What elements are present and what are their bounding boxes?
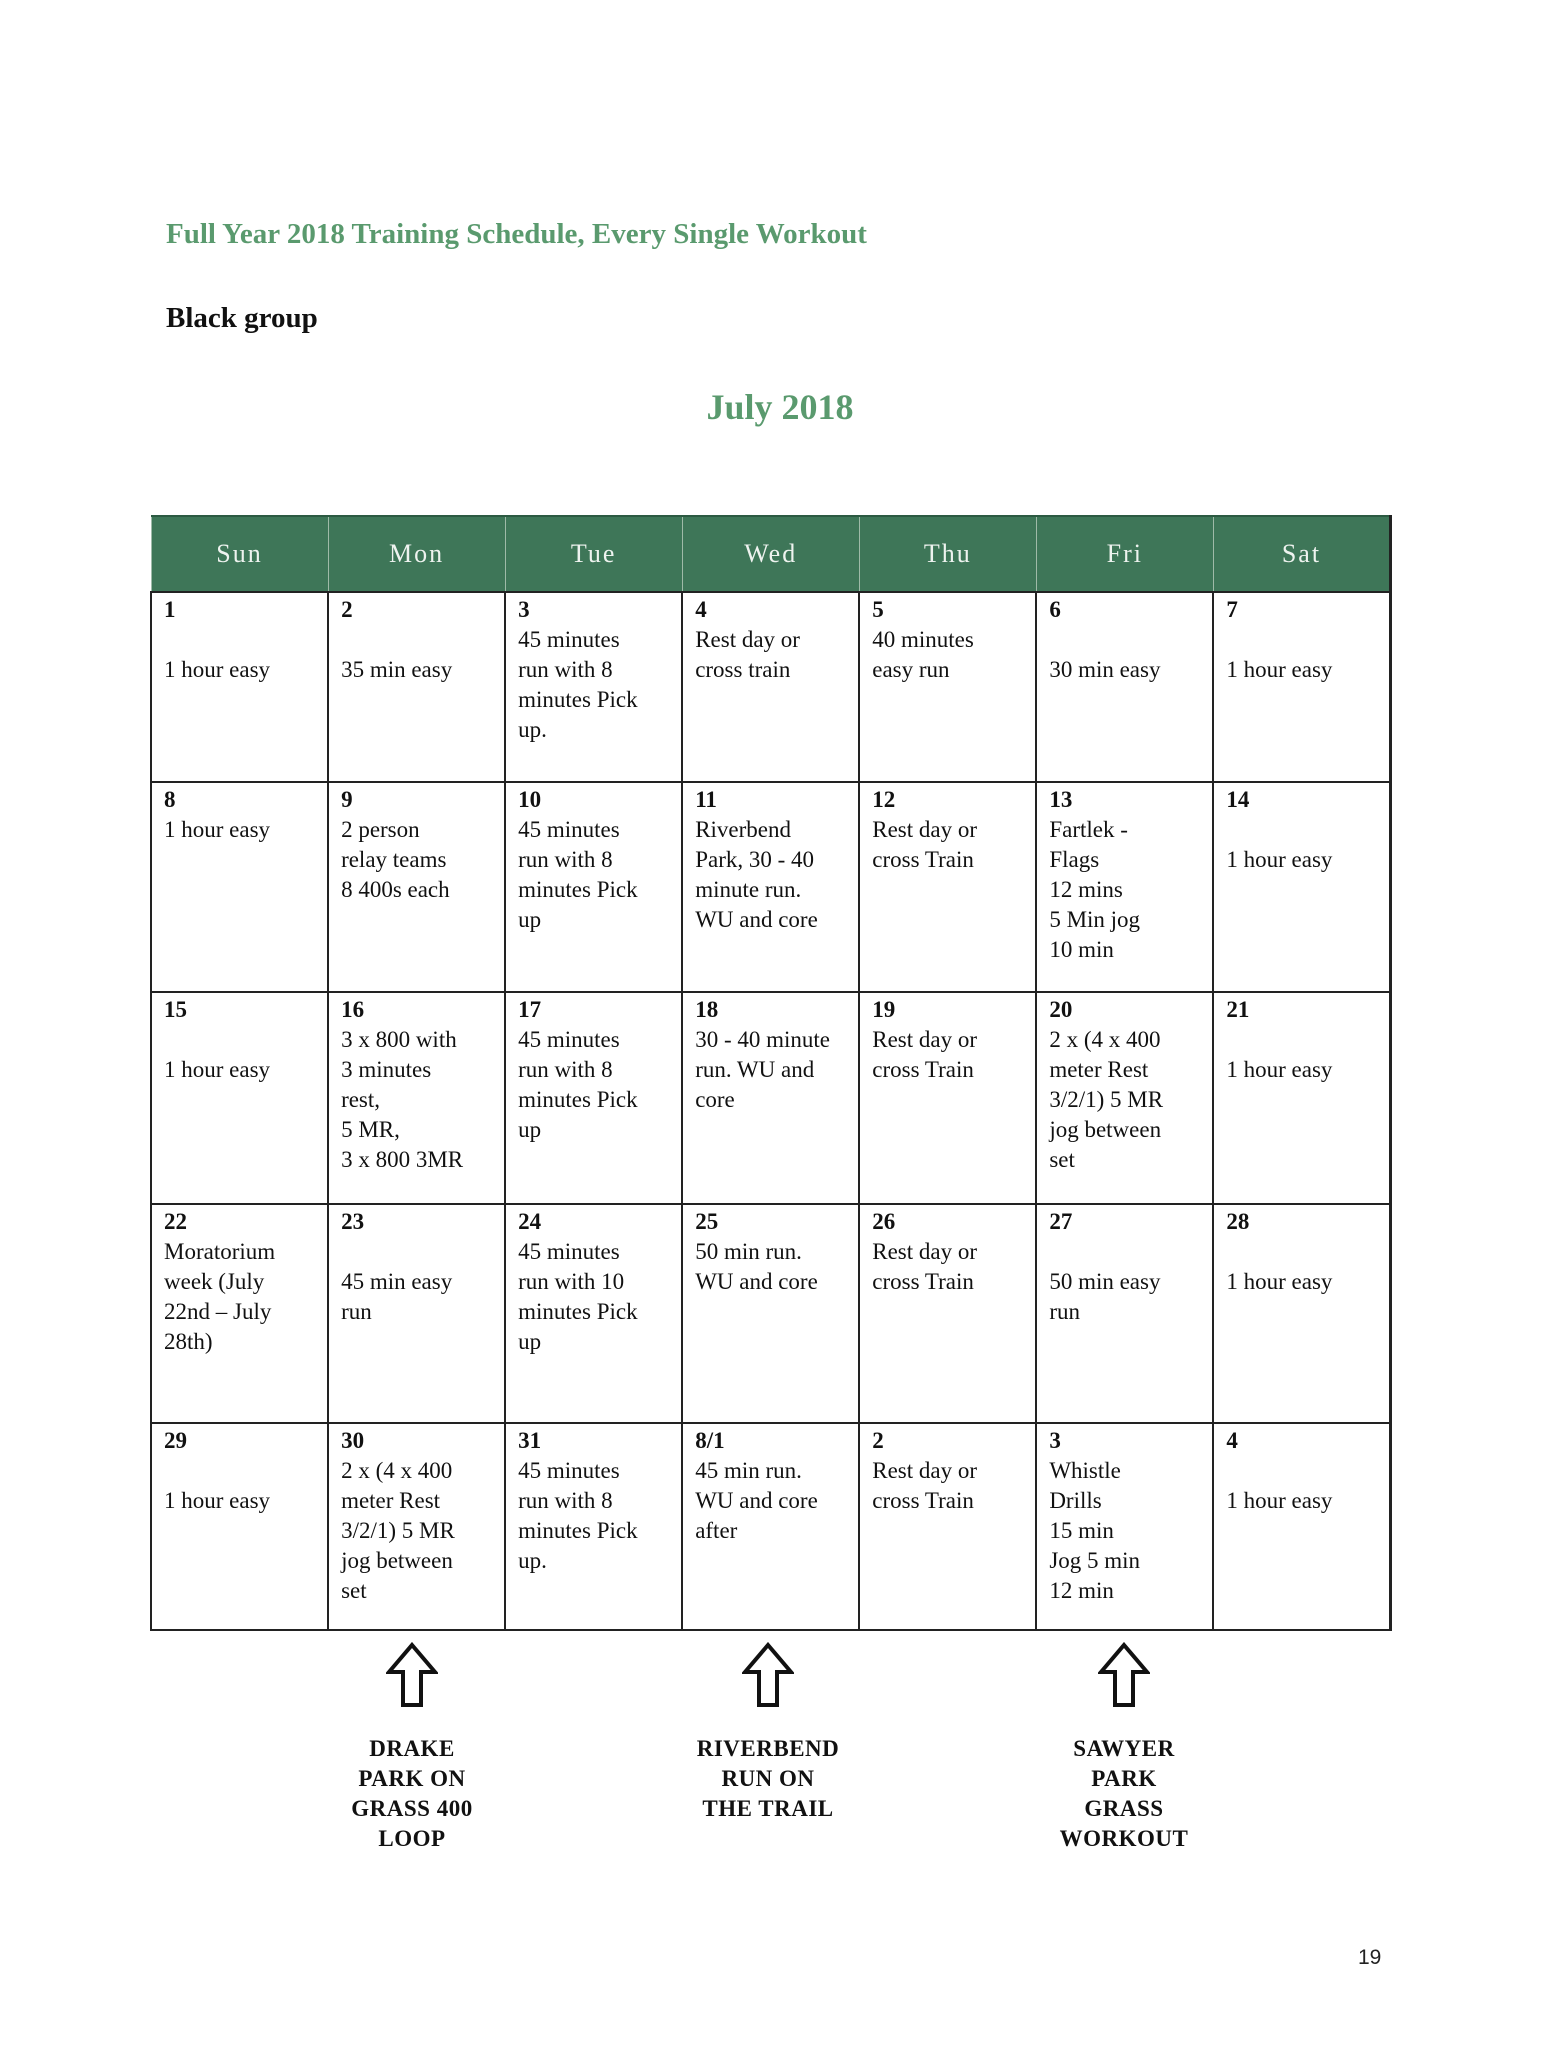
day-number: 4 [695, 597, 707, 622]
day-number: 8/1 [695, 1428, 725, 1453]
workout-description: 1 hour easy [1226, 1488, 1333, 1513]
day-number: 28 [1226, 1209, 1250, 1234]
workout-description: 1 hour easy [1226, 657, 1333, 682]
weekday-header-wed: Wed [682, 516, 859, 592]
calendar-day-cell [859, 1423, 1036, 1630]
workout-description: 2 person relay teams 8 400s each [341, 817, 450, 902]
calendar-day-cell [328, 992, 505, 1204]
location-label: RIVERBEND RUN ON THE TRAIL [696, 1736, 840, 1821]
calendar-day-cell [328, 592, 505, 782]
day-number: 10 [518, 787, 542, 812]
day-number: 7 [1226, 597, 1238, 622]
day-number: 3 [1049, 1428, 1061, 1453]
workout-description: Rest day or cross train [695, 627, 800, 682]
workout-description: 30 min easy [1049, 657, 1161, 682]
calendar-day-cell [151, 592, 328, 782]
calendar-week-row [151, 592, 1391, 782]
workout-description: 45 minutes run with 8 minutes Pick up. [518, 1458, 638, 1573]
calendar-week-row [151, 782, 1391, 992]
weekday-header-tue: Tue [505, 516, 682, 592]
calendar-day-cell [1036, 992, 1213, 1204]
up-arrow-icon [1098, 1642, 1150, 1708]
day-number: 2 [341, 597, 353, 622]
location-label: SAWYER PARK GRASS WORKOUT [1059, 1736, 1189, 1851]
location-riverbend [658, 1642, 878, 1824]
weekday-header-sat: Sat [1213, 516, 1390, 592]
workout-description: 35 min easy [341, 657, 453, 682]
workout-description: Rest day or cross Train [872, 1239, 978, 1294]
day-number: 14 [1226, 787, 1250, 812]
workout-description: Rest day or cross Train [872, 817, 978, 872]
calendar-day-cell [682, 992, 859, 1204]
month-title: July 2018 [706, 387, 854, 427]
workout-description: 2 x (4 x 400 meter Rest 3/2/1) 5 MR jog between set [341, 1458, 455, 1603]
calendar-day-cell [859, 782, 1036, 992]
workout-description: 1 hour easy [164, 1488, 271, 1513]
day-number: 22 [164, 1209, 187, 1234]
day-number: 20 [1049, 997, 1073, 1022]
workout-description: 45 min run. WU and core after [695, 1458, 818, 1543]
workout-description: Riverbend Park, 30 - 40 minute run. WU and core [695, 817, 818, 932]
workout-description: 1 hour easy [1226, 1057, 1333, 1082]
day-number: 16 [341, 997, 365, 1022]
calendar-week-row [151, 1423, 1391, 1630]
calendar-day-cell [328, 1423, 505, 1630]
calendar-day-cell [859, 992, 1036, 1204]
day-number: 12 [872, 787, 896, 812]
weekday-header-thu: Thu [859, 516, 1036, 592]
up-arrow-icon [742, 1642, 794, 1708]
workout-description: 45 minutes run with 8 minutes Pick up [518, 817, 638, 932]
workout-description: Moratorium week (July 22nd – July 28th) [164, 1239, 276, 1354]
workout-description: 1 hour easy [164, 657, 271, 682]
day-number: 13 [1049, 787, 1073, 812]
workout-description: 2 x (4 x 400 meter Rest 3/2/1) 5 MR jog between set [1049, 1027, 1164, 1172]
group-label: Black group [166, 302, 318, 334]
calendar-day-cell [859, 592, 1036, 782]
page-number: 19 [1358, 1946, 1382, 1969]
day-number: 17 [518, 997, 542, 1022]
calendar-day-cell [328, 782, 505, 992]
day-number: 18 [695, 997, 719, 1022]
day-number: 2 [872, 1428, 884, 1453]
day-number: 30 [341, 1428, 365, 1453]
day-number: 15 [164, 997, 187, 1022]
workout-description: 3 x 800 with 3 minutes rest, 5 MR, 3 x 800 3MR [341, 1027, 464, 1172]
day-number: 19 [872, 997, 896, 1022]
workout-description: 30 - 40 minute run. WU and core [695, 1027, 830, 1112]
calendar-day-cell [1213, 1423, 1390, 1630]
calendar-day-cell [151, 992, 328, 1204]
workout-description: 40 minutes easy run [872, 627, 974, 682]
location-drake-park [302, 1642, 522, 1854]
calendar-day-cell [1036, 1423, 1213, 1630]
day-number: 29 [164, 1428, 187, 1453]
calendar-day-cell [505, 1423, 682, 1630]
workout-description: 45 min easy run [341, 1269, 453, 1324]
workout-description: 1 hour easy [164, 1057, 271, 1082]
workout-description: 1 hour easy [1226, 1269, 1333, 1294]
day-number: 5 [872, 597, 884, 622]
workout-description: 45 minutes run with 8 minutes Pick up. [518, 627, 638, 742]
calendar-day-cell [1213, 992, 1390, 1204]
day-number: 8 [164, 787, 176, 812]
calendar-day-cell [505, 592, 682, 782]
day-number: 9 [341, 787, 353, 812]
day-number: 3 [518, 597, 530, 622]
calendar-day-cell [1213, 592, 1390, 782]
weekday-header-sun: Sun [151, 516, 328, 592]
calendar-day-cell [1036, 782, 1213, 992]
day-number: 25 [695, 1209, 719, 1234]
weekday-header-mon: Mon [328, 516, 505, 592]
up-arrow-icon [386, 1642, 438, 1708]
location-label: DRAKE PARK ON GRASS 400 LOOP [351, 1736, 473, 1851]
calendar-day-cell [682, 1204, 859, 1423]
weekday-header-row [151, 516, 1391, 592]
calendar-day-cell [682, 782, 859, 992]
workout-description: Whistle Drills 15 min Jog 5 min 12 min [1049, 1458, 1141, 1603]
calendar-day-cell [1213, 782, 1390, 992]
calendar-day-cell [1036, 592, 1213, 782]
calendar-day-cell [328, 1204, 505, 1423]
workout-description: 50 min run. WU and core [695, 1239, 818, 1294]
calendar-day-cell [505, 992, 682, 1204]
day-number: 24 [518, 1209, 542, 1234]
weekday-header-fri: Fri [1036, 516, 1213, 592]
day-number: 21 [1226, 997, 1250, 1022]
day-number: 27 [1049, 1209, 1073, 1234]
workout-description: Fartlek - Flags 12 mins 5 Min jog 10 min [1049, 817, 1141, 962]
calendar-day-cell [151, 782, 328, 992]
calendar-day-cell [682, 592, 859, 782]
calendar-day-cell [859, 1204, 1036, 1423]
calendar-week-row [151, 992, 1391, 1204]
day-number: 31 [518, 1428, 542, 1453]
calendar-day-cell [682, 1423, 859, 1630]
day-number: 23 [341, 1209, 365, 1234]
calendar-day-cell [1213, 1204, 1390, 1423]
day-number: 11 [695, 787, 717, 812]
document-title: Full Year 2018 Training Schedule, Every Single Workout [166, 218, 867, 250]
workout-description: Rest day or cross Train [872, 1027, 978, 1082]
calendar-day-cell [151, 1423, 328, 1630]
calendar-week-row [151, 1204, 1391, 1423]
workout-description: 1 hour easy [1226, 847, 1333, 872]
calendar-day-cell [151, 1204, 328, 1423]
day-number: 26 [872, 1209, 896, 1234]
location-sawyer-park [1014, 1642, 1234, 1854]
workout-description: 45 minutes run with 8 minutes Pick up [518, 1027, 638, 1142]
day-number: 6 [1049, 597, 1061, 622]
calendar-day-cell [505, 782, 682, 992]
day-number: 4 [1226, 1428, 1238, 1453]
calendar-day-cell [1036, 1204, 1213, 1423]
training-calendar [150, 515, 1392, 1631]
workout-description: Rest day or cross Train [872, 1458, 978, 1513]
day-number: 1 [164, 597, 176, 622]
workout-description: 50 min easy run [1049, 1269, 1161, 1324]
workout-description: 45 minutes run with 10 minutes Pick up [518, 1239, 638, 1354]
workout-description: 1 hour easy [164, 817, 271, 842]
calendar-day-cell [505, 1204, 682, 1423]
